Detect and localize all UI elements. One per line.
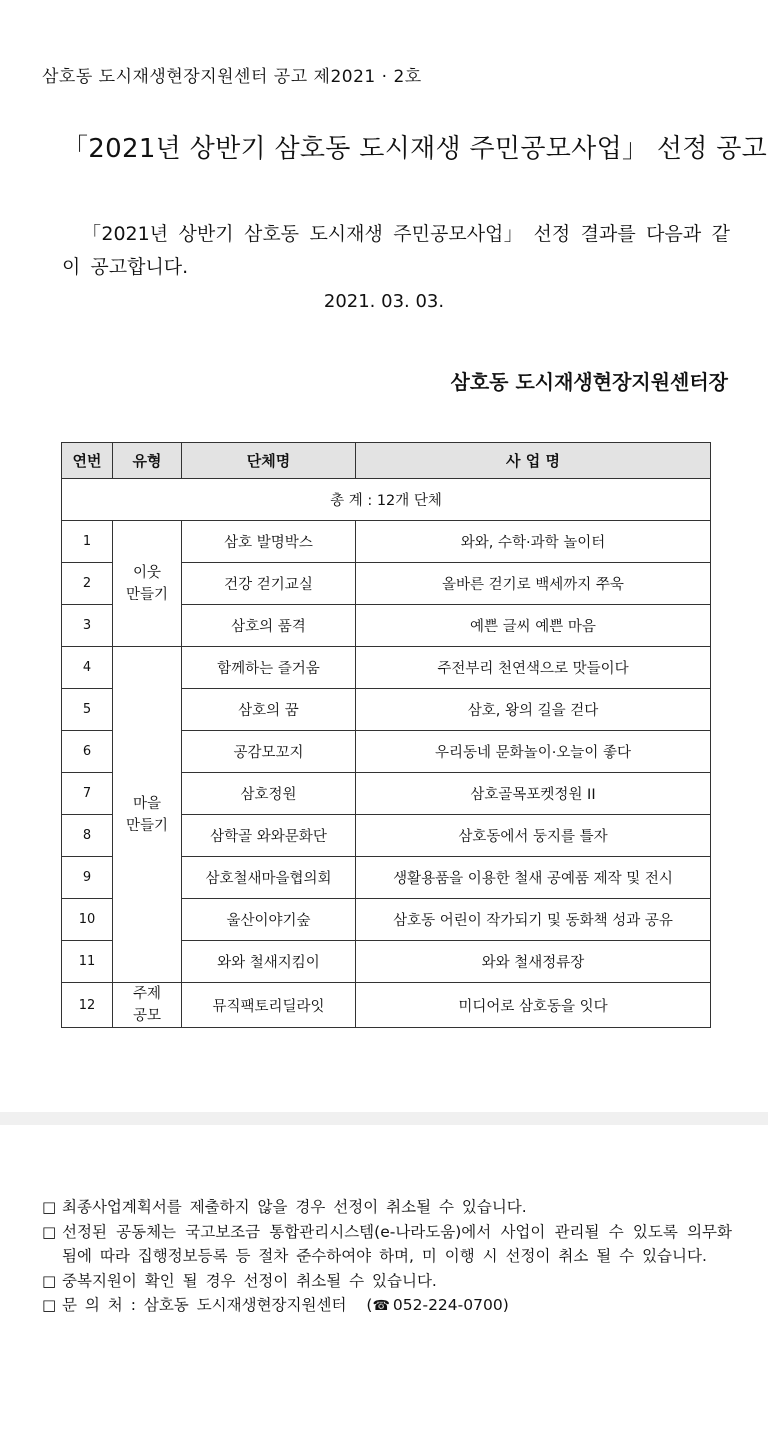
checkbox-bullet-icon: □ [42,1296,57,1314]
row-project: 주전부리 천연색으로 맛들이다 [356,647,711,689]
contact-phone-group: (☎ 052-224-0700) [366,1296,508,1314]
section-divider [0,1112,768,1125]
row-no: 6 [62,731,113,773]
table-header-row [62,443,711,479]
header-type: 유형 [113,443,182,479]
note-text: 선정된 공동체는 국고보조금 통합관리시스템(e-나라도움)에서 사업이 관리될 수 있도록 의무화됨에 따라 집행정보등록 등 절차 준수하여야 하며, 미 이행 시 선정이 취소 될 수 있습니다. [62,1222,732,1265]
row-project: 생활용품을 이용한 철새 공예품 제작 및 전시 [356,857,711,899]
contact-label: 문 의 처 : 삼호동 도시재생현장지원센터 [62,1296,347,1314]
checkbox-bullet-icon: □ [42,1198,57,1216]
header-group: 단체명 [182,443,356,479]
header-project: 사 업 명 [356,443,711,479]
row-group: 삼호철새마을협의회 [182,857,356,899]
table-row [62,647,711,689]
row-no: 9 [62,857,113,899]
notes-section [42,1195,732,1319]
row-group: 삼호 발명박스 [182,521,356,563]
type-cell-neighbor [113,521,182,647]
phone-icon: ☎ [372,1298,390,1314]
checkbox-bullet-icon: □ [42,1271,57,1290]
note-item [42,1220,732,1269]
notice-date: 2021. 03. 03. [323,291,445,312]
row-project: 삼호골목포켓정원 II [356,773,711,815]
row-no: 7 [62,773,113,815]
row-group: 삼학골 와와문화단 [182,815,356,857]
row-no: 2 [62,563,113,605]
contact-line [62,1293,732,1319]
row-group: 와와 철새지킴이 [182,941,356,983]
table-row [62,521,711,563]
contact-item [42,1293,732,1319]
intro-paragraph: 「2021년 상반기 삼호동 도시재생 주민공모사업」 선정 결과를 다음과 같이 공고합니다. [62,223,730,278]
note-item [42,1195,732,1220]
row-group: 공감모꼬지 [182,731,356,773]
row-project: 미디어로 삼호동을 잇다 [356,983,711,1028]
row-group: 삼호의 꿈 [182,689,356,731]
row-project: 예쁜 글씨 예쁜 마음 [356,605,711,647]
type-label: 이웃 만들기 [125,564,169,603]
page-title: 「2021년 상반기 삼호동 도시재생 주민공모사업」 선정 공고 [62,134,768,164]
row-project: 올바른 걷기로 백세까지 쭈욱 [356,563,711,605]
notice-number: 삼호동 도시재생현장지원센터 공고 제2021 · 2호 [42,67,422,87]
row-no: 10 [62,899,113,941]
note-text: 최종사업계획서를 제출하지 않을 경우 선정이 취소될 수 있습니다. [62,1198,527,1216]
note-item [42,1269,732,1294]
row-project: 삼호, 왕의 길을 걷다 [356,689,711,731]
row-project: 삼호동 어린이 작가되기 및 동화책 성과 공유 [356,899,711,941]
row-project: 우리동네 문화놀이·오늘이 좋다 [356,731,711,773]
row-project: 와와, 수학·과학 놀이터 [356,521,711,563]
type-cell-village [113,647,182,983]
type-cell-theme [113,983,182,1028]
row-project: 와와 철새정류장 [356,941,711,983]
row-project: 삼호동에서 둥지를 틀자 [356,815,711,857]
note-text: 중복지원이 확인 될 경우 선정이 취소될 수 있습니다. [62,1271,437,1290]
row-no: 12 [62,983,113,1028]
row-group: 건강 걷기교실 [182,563,356,605]
row-group: 삼호의 품격 [182,605,356,647]
total-row [62,479,711,521]
row-no: 1 [62,521,113,563]
row-group: 뮤직팩토리딜라잇 [182,983,356,1028]
row-group: 삼호정원 [182,773,356,815]
row-no: 5 [62,689,113,731]
row-no: 11 [62,941,113,983]
row-no: 4 [62,647,113,689]
checkbox-bullet-icon: □ [42,1222,57,1241]
total-cell: 총 계 : 12개 단체 [62,479,711,521]
type-label: 마을 만들기 [125,795,169,834]
type-label: 주제 공모 [132,986,161,1024]
header-no: 연번 [62,443,113,479]
row-group: 함께하는 즐거움 [182,647,356,689]
selection-result-table [61,442,711,1028]
table-row [62,983,711,1028]
row-group: 울산이야기숲 [182,899,356,941]
row-no: 3 [62,605,113,647]
contact-phone: 052-224-0700 [392,1296,503,1314]
row-no: 8 [62,815,113,857]
issuer-name: 삼호동 도시재생현장지원센터장 [450,370,728,394]
